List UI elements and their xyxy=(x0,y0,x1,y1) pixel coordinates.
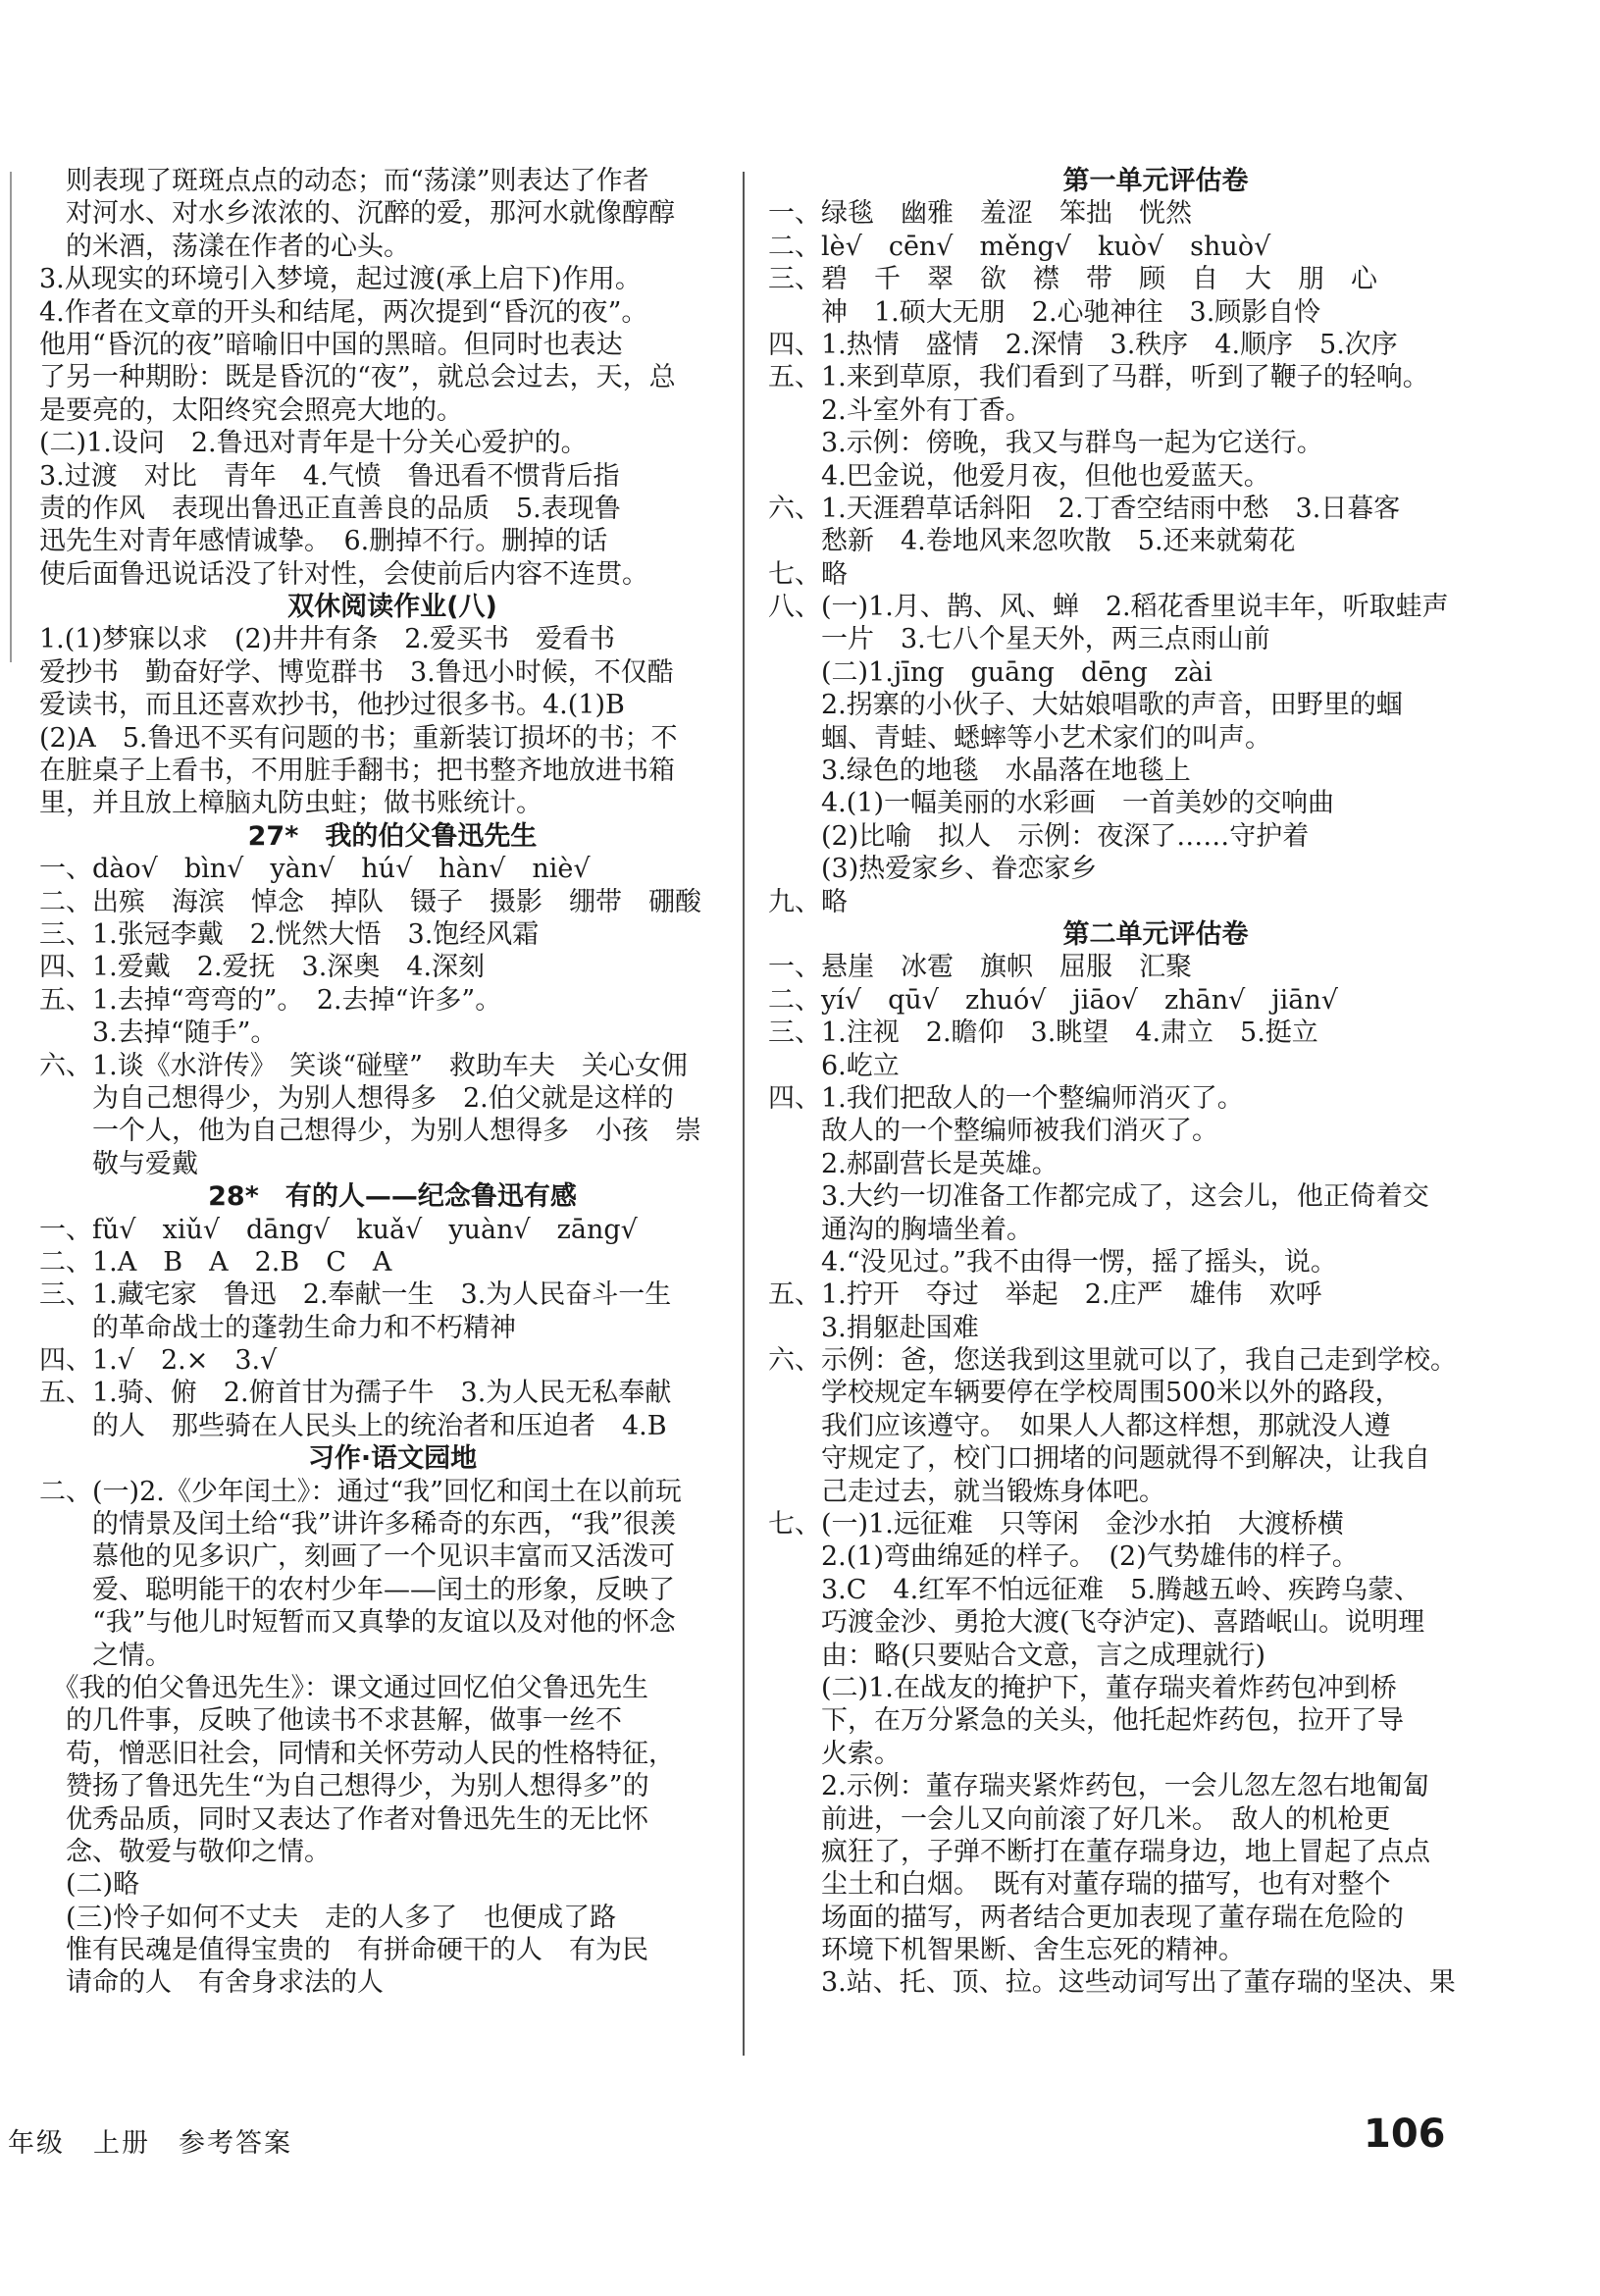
section-heading: 第二单元评估卷 xyxy=(1062,918,1249,950)
answer-line: 念、敬爱与敬仰之情。 xyxy=(39,1836,331,1867)
answer-line: 3.过渡 对比 青年 4.气愤 鲁迅看不惯背后指 xyxy=(39,460,620,492)
page-number: 106 xyxy=(1364,2112,1446,2157)
answer-line: 3.C 4.红军不怕远征难 5.腾越五岭、疾跨乌蒙、 xyxy=(768,1574,1420,1605)
section-heading: 28* 有的人——纪念鲁迅有感 xyxy=(208,1181,577,1213)
answer-line: 六、1.天涯碧草话斜阳 2.丁香空结雨中愁 3.日暮客 xyxy=(768,493,1401,524)
answer-line: 一、dào√ bìn√ yàn√ hú√ hàn√ niè√ xyxy=(39,854,591,885)
answer-line: 1.(1)梦寐以求 (2)井井有条 2.爱买书 爱看书 xyxy=(39,624,616,655)
answer-line: 场面的描写，两者结合更加表现了董存瑞在危险的 xyxy=(768,1902,1404,1933)
answer-line: 神 1.硕大无朋 2.心驰神往 3.顾影自怜 xyxy=(768,296,1321,328)
answer-line: 了另一种期盼：既是昏沉的“夜”，就总会过去，天，总 xyxy=(39,362,676,393)
left-column xyxy=(39,165,746,2000)
answer-line: 七、略 xyxy=(768,558,848,590)
answer-line: 2.斗室外有丁香。 xyxy=(768,394,1032,426)
answer-line: (3)热爱家乡、眷恋家乡 xyxy=(768,854,1098,885)
answer-line: 七、(一)1.远征难 只等闲 金沙水拍 大渡桥横 xyxy=(768,1509,1344,1540)
answer-line: 疯狂了，子弹不断打在董存瑞身边，地上冒起了点点 xyxy=(768,1836,1430,1867)
answer-line: 二、yí√ qū√ zhuó√ jiāo√ zhān√ jiān√ xyxy=(768,984,1339,1016)
left-margin-rule xyxy=(10,172,12,662)
answer-line: 里，并且放上樟脑丸防虫蛀；做书账统计。 xyxy=(39,788,542,819)
answer-line: 通沟的胸墙坐着。 xyxy=(768,1214,1033,1245)
answer-line: 敬与爱戴 xyxy=(39,1148,198,1179)
answer-line: 五、1.拧开 夺过 举起 2.庄严 雄伟 欢呼 xyxy=(768,1279,1322,1311)
answer-line: 三、1.张冠李戴 2.恍然大悟 3.饱经风霜 xyxy=(39,918,540,950)
answer-line: 使后面鲁迅说话没了针对性，会使前后内容不连贯。 xyxy=(39,558,648,590)
answer-line: (二)1.设问 2.鲁迅对青年是十分关心爱护的。 xyxy=(39,428,588,459)
answer-line: 他用“昏沉的夜”暗喻旧中国的黑暗。但同时也表达 xyxy=(39,329,623,360)
answer-line: 4.作者在文章的开头和结尾，两次提到“昏沉的夜”。 xyxy=(39,296,648,328)
answer-line: 《我的伯父鲁迅先生》：课文通过回忆伯父鲁迅先生 xyxy=(39,1672,648,1703)
answer-line: “我”与他儿时短暂而又真挚的友谊以及对他的怀念 xyxy=(39,1607,676,1639)
answer-line: 四、1.我们把敌人的一个整编师消灭了。 xyxy=(768,1082,1244,1114)
answer-line: 二、1.A B A 2.B C A xyxy=(39,1246,392,1278)
answer-line: 2.示例：董存瑞夹紧炸药包，一会儿忽左忽右地匍匐 xyxy=(768,1771,1429,1802)
answer-line: 赞扬了鲁迅先生“为自己想得少，为别人想得多”的 xyxy=(39,1771,649,1802)
answer-line: 的革命战士的蓬勃生命力和不朽精神 xyxy=(39,1312,516,1343)
answer-line: 一、悬崖 冰雹 旗帜 屈服 汇聚 xyxy=(768,952,1192,983)
answer-line: 的几件事，反映了他读书不求甚解，做事一丝不 xyxy=(39,1705,622,1737)
answer-line: 巧渡金沙、勇抢大渡(飞夺泸定)、喜踏岷山。说明理 xyxy=(768,1607,1425,1639)
answer-line: 己走过去，就当锻炼身体吧。 xyxy=(768,1476,1165,1507)
section-heading: 双休阅读作业(八) xyxy=(287,592,497,623)
footer-label: 年级 上册 参考答案 xyxy=(8,2128,292,2159)
answer-line: 一片 3.七八个星天外，两三点雨山前 xyxy=(768,624,1270,655)
answer-line: 2.郝副营长是英雄。 xyxy=(768,1148,1058,1179)
page-footer xyxy=(0,2112,1600,2170)
answer-line: 尘土和白烟。 既有对董存瑞的描写，也有对整个 xyxy=(768,1869,1391,1901)
answer-line: (2)A 5.鲁迅不买有问题的书；重新装订损坏的书；不 xyxy=(39,722,678,754)
answer-line: 爱、聪明能干的农村少年——闰土的形象，反映了 xyxy=(39,1574,675,1605)
answer-line: 的人 那些骑在人民头上的统治者和压迫者 4.B xyxy=(39,1410,667,1441)
answer-line: 4.(1)一幅美丽的水彩画 一首美妙的交响曲 xyxy=(768,788,1335,819)
answer-line: 是要亮的，太阳终究会照亮大地的。 xyxy=(39,394,463,426)
answer-line: 四、1.爱戴 2.爱抚 3.深奥 4.深刻 xyxy=(39,952,486,983)
section-heading: 27* 我的伯父鲁迅先生 xyxy=(247,820,538,852)
answer-line: 六、1.谈《水浒传》 笑谈“碰壁” 救助车夫 关心女佣 xyxy=(39,1050,688,1081)
answer-line: 2.(1)弯曲绵延的样子。 (2)气势雄伟的样子。 xyxy=(768,1541,1359,1573)
answer-line: 五、1.骑、俯 2.俯首甘为孺子牛 3.为人民无私奉献 xyxy=(39,1378,672,1409)
answer-line: (三)怜子如何不丈夫 走的人多了 也便成了路 xyxy=(39,1902,617,1933)
answer-line: 的情景及闰土给“我”讲许多稀奇的东西，“我”很羡 xyxy=(39,1509,677,1540)
answer-line: 的米酒，荡漾在作者的心头。 xyxy=(39,231,410,262)
right-column xyxy=(768,165,1543,2000)
answer-line: 优秀品质，同时又表达了作者对鲁迅先生的无比怀 xyxy=(39,1803,648,1835)
answer-line: 六、示例：爸，您送我到这里就可以了，我自己走到学校。 xyxy=(768,1345,1457,1377)
answer-line: 为自己想得少，为别人想得多 2.伯父就是这样的 xyxy=(39,1082,674,1114)
answer-line: 火索。 xyxy=(768,1738,901,1769)
section-heading: 习作·语文园地 xyxy=(307,1443,478,1475)
answer-line: 一、fǔ√ xiǔ√ dāng√ kuǎ√ yuàn√ zāng√ xyxy=(39,1214,638,1245)
answer-line: 蝈、青蛙、蟋蟀等小艺术家们的叫声。 xyxy=(768,722,1271,754)
answer-line: 四、1.热情 盛情 2.深情 3.秩序 4.顺序 5.次序 xyxy=(768,329,1398,360)
answer-line: 则表现了斑斑点点的动态；而“荡漾”则表达了作者 xyxy=(39,166,649,196)
answer-line: 前进，一会儿又向前滚了好几米。 敌人的机枪更 xyxy=(768,1803,1391,1835)
answer-line: 由：略(只要贴合文意，言之成理就行) xyxy=(768,1640,1266,1671)
answer-line: (二)1.在战友的掩护下，董存瑞夹着炸药包冲到桥 xyxy=(768,1672,1397,1703)
answer-line: 学校规定车辆要停在学校周围500米以外的路段， xyxy=(768,1378,1402,1409)
answer-line: 下，在万分紧急的关头，他托起炸药包，拉开了导 xyxy=(768,1705,1404,1737)
answer-line: 责的作风 表现出鲁迅正直善良的品质 5.表现鲁 xyxy=(39,493,621,524)
answer-line: 愁新 4.卷地风来忽吹散 5.还来就菊花 xyxy=(768,526,1296,557)
answer-line: 二、lè√ cēn√ měng√ kuò√ shuò√ xyxy=(768,231,1271,262)
answer-line: 九、略 xyxy=(768,886,848,917)
answer-line: 请命的人 有舍身求法的人 xyxy=(39,1967,384,1999)
answer-line: 二、(一)2.《少年闰土》：通过“我”回忆和闰土在以前玩 xyxy=(39,1476,682,1507)
answer-line: 爱读书，而且还喜欢抄书，他抄过很多书。4.(1)B xyxy=(39,690,625,721)
answer-line: 二、出殡 海滨 悼念 掉队 镊子 摄影 绷带 硼酸 xyxy=(39,886,701,917)
answer-line: 3.捐躯赴国难 xyxy=(768,1312,979,1343)
answer-line: (二)1.jīng guāng dēng zài xyxy=(768,656,1213,688)
answer-line: 3.去掉“随手”。 xyxy=(39,1018,278,1049)
answer-line: 之情。 xyxy=(39,1640,172,1671)
answer-line: 环境下机智果断、舍生忘死的精神。 xyxy=(768,1935,1245,1966)
answer-line: 4.巴金说，他爱月夜，但他也爱蓝天。 xyxy=(768,460,1270,492)
answer-line: 敌人的一个整编师被我们消灭了。 xyxy=(768,1116,1218,1147)
answer-line: 四、1.√ 2.× 3.√ xyxy=(39,1345,278,1377)
answer-line: 八、(一)1.月、鹊、风、蝉 2.稻花香里说丰年，听取蛙声 xyxy=(768,592,1449,623)
answer-line: 苟，憎恶旧社会，同情和关怀劳动人民的性格特征， xyxy=(39,1738,675,1769)
answer-line: 3.站、托、顶、拉。这些动词写出了董存瑞的坚决、果 xyxy=(768,1967,1456,1999)
answer-line: 慕他的见多识广，刻画了一个见识丰富而又活泼可 xyxy=(39,1541,675,1573)
answer-line: (二)略 xyxy=(39,1869,140,1901)
answer-line: 一个人，他为自己想得少，为别人想得多 小孩 崇 xyxy=(39,1116,701,1147)
answer-line: 一、绿毯 幽雅 羞涩 笨拙 恍然 xyxy=(768,198,1192,230)
answer-line: 爱抄书 勤奋好学、博览群书 3.鲁迅小时候，不仅酷 xyxy=(39,656,674,688)
answer-line: 3.从现实的环境引入梦境，起过渡(承上启下)作用。 xyxy=(39,264,642,295)
answer-line: 3.大约一切准备工作都完成了，这会儿，他正倚着交 xyxy=(768,1181,1429,1213)
answer-line: 在脏桌子上看书，不用脏手翻书；把书整齐地放进书箱 xyxy=(39,756,675,787)
answer-line: 守规定了，校门口拥堵的问题就得不到解决，让我自 xyxy=(768,1443,1430,1475)
answer-line: 三、1.藏宅家 鲁迅 2.奉献一生 3.为人民奋斗一生 xyxy=(39,1279,672,1311)
answer-line: 迅先生对青年感情诚挚。 6.删掉不行。删掉的话 xyxy=(39,526,608,557)
answer-line: 2.拐寨的小伙子、大姑娘唱歌的声音，田野里的蝈 xyxy=(768,690,1403,721)
answer-line: 五、1.来到草原，我们看到了马群，听到了鞭子的轻响。 xyxy=(768,362,1429,393)
answer-line: 3.示例：傍晚，我又与群鸟一起为它送行。 xyxy=(768,428,1323,459)
answer-line: 三、碧 千 翠 欲 襟 带 顾 自 大 朋 心 xyxy=(768,264,1377,295)
answer-line: 3.绿色的地毯 水晶落在地毯上 xyxy=(768,756,1191,787)
answer-line: 惟有民魂是值得宝贵的 有拼命硬干的人 有为民 xyxy=(39,1935,648,1966)
answer-line: 4.“没见过。”我不由得一愣，摇了摇头，说。 xyxy=(768,1246,1337,1278)
answer-line: 五、1.去掉“弯弯的”。 2.去掉“许多”。 xyxy=(39,984,502,1016)
answer-line: 6.屹立 xyxy=(768,1050,900,1081)
answer-line: 三、1.注视 2.瞻仰 3.眺望 4.肃立 5.挺立 xyxy=(768,1018,1318,1049)
answer-line: 对河水、对水乡浓浓的、沉醉的爱，那河水就像醇醇 xyxy=(39,198,675,230)
answer-line: 我们应该遵守。 如果人人都这样想，那就没人遵 xyxy=(768,1410,1391,1441)
answer-line: (2)比喻 拟人 示例：夜深了……守护着 xyxy=(768,820,1310,852)
section-heading: 第一单元评估卷 xyxy=(1062,166,1249,196)
